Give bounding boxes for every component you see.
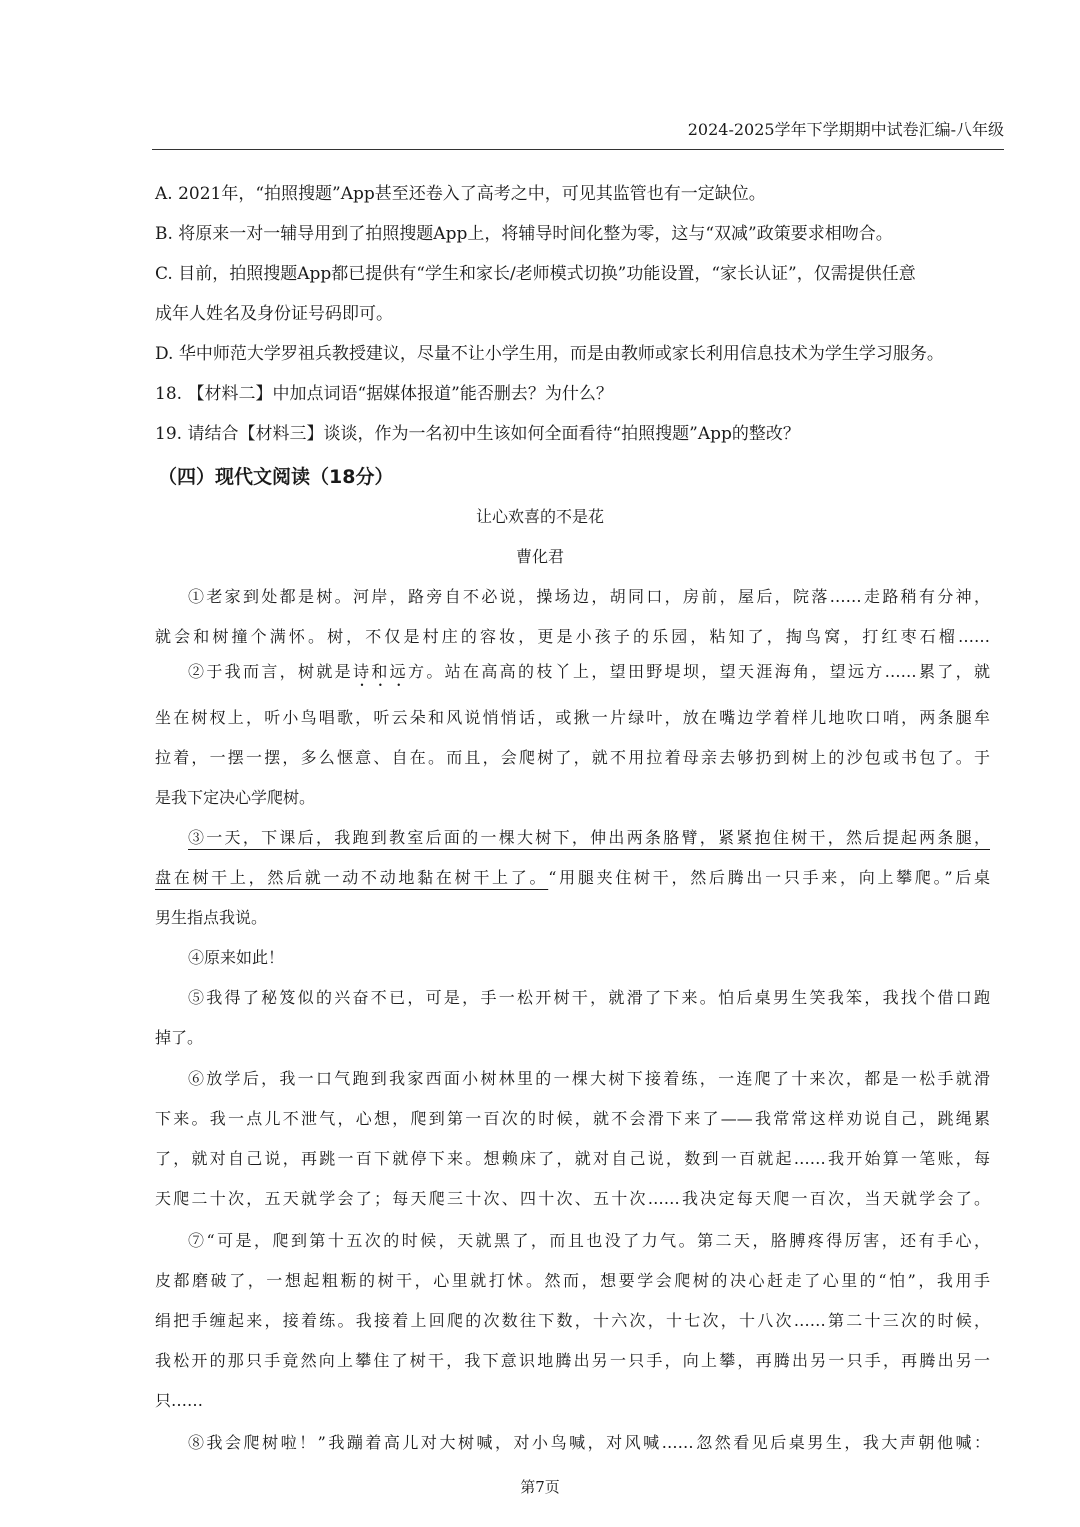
paragraph-8-line-1: ⑧我会爬树啦！”我蹦着高儿对大树喊，对小鸟喊，对风喊……忽然看见后桌男生，我大声朝他喊： bbox=[188, 1433, 990, 1452]
emphasized-phrase: 诗和远 bbox=[353, 662, 408, 681]
paragraph-5-line-2: 掉了。 bbox=[155, 1028, 204, 1047]
paragraph-2-text: 方。站在高高的枝丫上，望田野堤坝，望天涯海角，望远方……累了，就 bbox=[408, 662, 990, 681]
paragraph-3-line-2 bbox=[155, 866, 990, 890]
option-c-line-1: C. 目前，拍照搜题App都已提供有“学生和家长/老师模式切换”功能设置，“家长认证”，仅需提供任意 bbox=[155, 264, 916, 284]
question-19: 19. 请结合【材料三】谈谈，作为一名初中生该如何全面看待“拍照搜题”App的整改？ bbox=[155, 424, 800, 444]
paragraph-2-line-4: 是我下定决心学爬树。 bbox=[155, 788, 316, 807]
paragraph-2-line-2: 坐在树杈上，听小鸟唱歌，听云朵和风说悄悄话，或揪一片绿叶，放在嘴边学着样儿地吹口哨，两条腿牟 bbox=[155, 708, 990, 727]
page-number: 第7页 bbox=[520, 1478, 560, 1496]
paragraph-6-line-1: ⑥放学后，我一口气跑到我家西面小树林里的一棵大树下接着练，一连爬了十来次，都是一松手就滑 bbox=[188, 1069, 990, 1088]
paragraph-4: ④原来如此！ bbox=[188, 948, 285, 967]
paragraph-6-line-3: 了，就对自己说，再跳一百下就停下来。想赖床了，就对自己说，数到一百就起……我开始算一笔账，每 bbox=[155, 1149, 990, 1168]
paragraph-1-line-2: 就会和树撞个满怀。树，不仅是村庄的容妆，更是小孩子的乐园，粘知了，掏鸟窝，打红枣石榴…… bbox=[155, 627, 990, 646]
option-b: B. 将原来一对一辅导用到了拍照搜题App上，将辅导时间化整为零，这与“双减”政策要求相吻合。 bbox=[155, 224, 893, 244]
paragraph-6-line-2: 下来。我一点儿不泄气，心想，爬到第一百次的时候，就不会滑下来了——我常常这样劝说自己，跳绳累 bbox=[155, 1109, 990, 1128]
paragraph-5-line-1: ⑤我得了秘笈似的兴奋不已，可是，手一松开树干，就滑了下来。怕后桌男生笑我笨，我找个借口跑 bbox=[188, 988, 990, 1007]
article-title: 让心欢喜的不是花 bbox=[475, 507, 604, 526]
paragraph-2-text: ②于我而言，树就是 bbox=[188, 662, 353, 681]
paragraph-7-line-5: 只…… bbox=[155, 1391, 204, 1410]
option-c-line-2: 成年人姓名及身份证号码即可。 bbox=[155, 304, 393, 324]
question-18: 18. 【材料二】中加点词语“据媒体报道”能否删去？为什么？ bbox=[155, 384, 613, 404]
option-d: D. 华中师范大学罗祖兵教授建议，尽量不让小学生用，而是由教师或家长利用信息技术为学生学习服务。 bbox=[155, 344, 944, 364]
paragraph-7-line-3: 绢把手缠起来，接着练。我接着上回爬的次数往下数，十六次，十七次，十八次……第二十三次的时候， bbox=[155, 1311, 990, 1330]
exam-header-title: 2024-2025学年下学期期中试卷汇编-八年级 bbox=[687, 120, 1004, 139]
paragraph-3-text: “用腿夹住树干，然后腾出一只手来，向上攀爬。”后桌 bbox=[548, 868, 990, 887]
paragraph-7-line-4: 我松开的那只手竟然向上攀住了树干，我下意识地腾出另一只手，向上攀，再腾出另一只手，再腾出另一 bbox=[155, 1351, 990, 1370]
paragraph-7-line-1: ⑦“可是，爬到第十五次的时候，天就黑了，而且也没了力气。第二天，胳膊疼得厉害，还有手心， bbox=[188, 1231, 990, 1250]
underlined-sentence: 盘在树干上，然后就一动不动地黏在树干上了。 bbox=[155, 868, 549, 887]
paragraph-3-line-1-underlined: ③一天，下课后，我跑到教室后面的一棵大树下，伸出两条胳臂，紧紧抱住树干，然后提起两条腿， bbox=[188, 828, 990, 847]
paragraph-2-line-1 bbox=[188, 660, 990, 690]
paragraph-2-line-3: 拉着，一摆一摆，多么惬意、自在。而且，会爬树了，就不用拉着母亲去够扔到树上的沙包或书包了。于 bbox=[155, 748, 990, 767]
paragraph-3-line-3: 男生指点我说。 bbox=[155, 908, 268, 927]
option-a: A. 2021年，“拍照搜题”App甚至还卷入了高考之中，可见其监管也有一定缺位。 bbox=[155, 184, 766, 204]
article-author: 曹化君 bbox=[515, 547, 564, 566]
paragraph-7-line-2: 皮都磨破了，一想起粗粝的树干，心里就打怵。然而，想要学会爬树的决心赶走了心里的“怕”，我用手 bbox=[155, 1271, 990, 1290]
section-heading: （四）现代文阅读（18分） bbox=[158, 466, 394, 488]
paragraph-1-line-1: ①老家到处都是树。河岸，路旁自不必说，操场边，胡同口，房前，屋后，院落……走路稍有分神， bbox=[188, 587, 990, 606]
paragraph-6-line-4: 天爬二十次，五天就学会了；每天爬三十次、四十次、五十次……我决定每天爬一百次，当天就学会了。 bbox=[155, 1189, 990, 1208]
header-divider bbox=[152, 149, 1004, 150]
